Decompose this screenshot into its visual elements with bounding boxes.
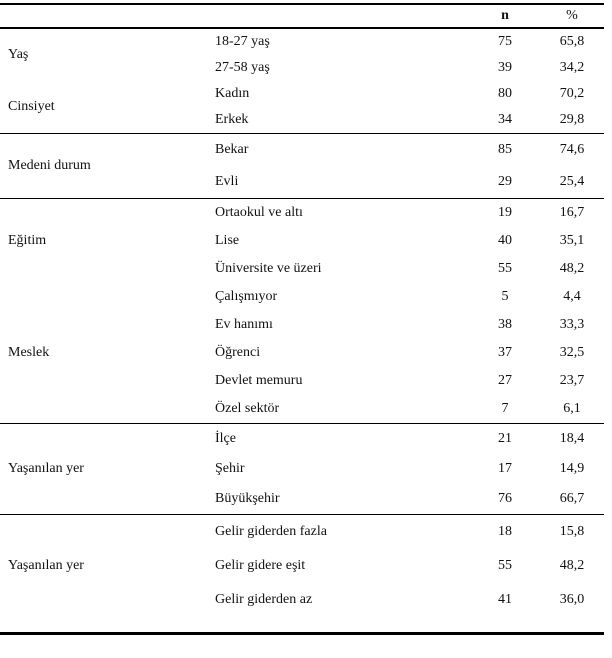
table-row: [207, 255, 604, 283]
row-label: Erkek: [215, 112, 249, 127]
row-n-value: 40: [498, 233, 512, 248]
category-label: Cinsiyet: [8, 99, 55, 114]
group-age: [0, 29, 604, 81]
category-label: Yaşanılan yer: [8, 558, 84, 573]
category-label: Yaşanılan yer: [8, 461, 84, 476]
group-rows: [207, 283, 604, 423]
row-percent-value: 25,4: [559, 174, 585, 189]
row-label: 27-58 yaş: [215, 60, 270, 75]
group-rows: [207, 134, 604, 198]
group-education: [0, 199, 604, 283]
row-label: Lise: [215, 233, 240, 248]
group-rows: [207, 515, 604, 617]
group-gender: [0, 81, 604, 133]
table-block-residence: [0, 424, 604, 515]
row-label: Öğrenci: [215, 345, 261, 360]
row-n-value: 27: [498, 373, 512, 388]
row-n-value: 5: [501, 289, 509, 304]
group-rows: [207, 29, 604, 81]
table-row: [207, 55, 604, 81]
table-row: [207, 134, 604, 166]
table-row: [207, 424, 604, 454]
row-percent-value: 48,2: [559, 261, 585, 276]
group-occupation: [0, 283, 604, 423]
row-percent-value: 35,1: [559, 233, 585, 248]
group-rows: [207, 81, 604, 133]
row-n-value: 29: [498, 174, 512, 189]
page: [0, 3, 612, 658]
table-row: [207, 29, 604, 55]
table-row: [207, 81, 604, 107]
category-label: Meslek: [8, 345, 50, 360]
row-label: Devlet memuru: [215, 373, 303, 388]
row-percent-value: 33,3: [559, 317, 585, 332]
group-marital: [0, 134, 604, 198]
table-row: [207, 107, 604, 133]
table-block-marital: [0, 134, 604, 199]
row-percent-value: 74,6: [559, 142, 585, 157]
row-percent-value: 66,7: [559, 491, 585, 506]
row-percent-value: 14,9: [559, 461, 585, 476]
group-rows: [207, 424, 604, 514]
table-row: [207, 515, 604, 549]
row-n-value: 21: [498, 431, 512, 446]
row-n-value: 39: [498, 60, 512, 75]
row-percent-value: 23,7: [559, 373, 585, 388]
table-header-row: [0, 5, 604, 29]
row-n-value: 55: [498, 261, 512, 276]
table-block-education-occupation: [0, 199, 604, 424]
category-label: Medeni durum: [8, 158, 91, 173]
row-label: Gelir gidere eşit: [215, 558, 306, 573]
row-n-value: 80: [498, 86, 512, 101]
row-n-value: 41: [498, 592, 512, 607]
row-label: Ortaokul ve altı: [215, 205, 303, 220]
row-label: 18-27 yaş: [215, 34, 270, 49]
row-label: Çalışmıyor: [215, 289, 278, 304]
table-row: [207, 227, 604, 255]
row-label: Üniversite ve üzeri: [215, 261, 322, 276]
row-n-value: 37: [498, 345, 512, 360]
row-label: Büyükşehir: [215, 491, 280, 506]
group-residence: [0, 424, 604, 514]
row-n-value: 18: [498, 524, 512, 539]
row-percent-value: 65,8: [559, 34, 585, 49]
row-n-value: 76: [498, 491, 512, 506]
table-row: [207, 166, 604, 198]
row-percent-value: 70,2: [559, 86, 585, 101]
table-row: [207, 454, 604, 484]
row-label: Evli: [215, 174, 239, 189]
group-rows: [207, 199, 604, 283]
row-label: Kadın: [215, 86, 250, 101]
row-label: Şehir: [215, 461, 245, 476]
row-percent-value: 32,5: [559, 345, 585, 360]
row-label: Gelir giderden fazla: [215, 524, 327, 539]
header-n: n: [501, 8, 509, 23]
row-percent-value: 16,7: [559, 205, 585, 220]
row-label: Özel sektör: [215, 401, 280, 416]
table-row: [207, 484, 604, 514]
row-label: Ev hanımı: [215, 317, 273, 332]
row-percent-value: 6,1: [563, 401, 581, 416]
category-label: Yaş: [8, 47, 29, 62]
row-percent-value: 48,2: [559, 558, 585, 573]
row-percent-value: 4,4: [563, 289, 581, 304]
table-block-income: [0, 515, 604, 635]
table-row: [207, 367, 604, 395]
row-n-value: 85: [498, 142, 512, 157]
row-percent-value: 34,2: [559, 60, 585, 75]
row-label: İlçe: [215, 431, 236, 446]
table-row: [207, 199, 604, 227]
table-block-age-gender: [0, 29, 604, 134]
header-percent: %: [566, 8, 578, 23]
row-n-value: 7: [501, 401, 509, 416]
row-label: Bekar: [215, 142, 249, 157]
group-income: [0, 515, 604, 617]
demographics-table: [0, 3, 604, 635]
table-row: [207, 583, 604, 617]
row-n-value: 55: [498, 558, 512, 573]
table-row: [207, 311, 604, 339]
row-n-value: 17: [498, 461, 512, 476]
table-row: [207, 283, 604, 311]
row-n-value: 75: [498, 34, 512, 49]
row-n-value: 19: [498, 205, 512, 220]
row-percent-value: 15,8: [559, 524, 585, 539]
row-percent-value: 29,8: [559, 112, 585, 127]
row-n-value: 34: [498, 112, 512, 127]
table-row: [207, 339, 604, 367]
row-percent-value: 18,4: [559, 431, 585, 446]
category-label: Eğitim: [8, 233, 47, 248]
table-row: [207, 549, 604, 583]
row-label: Gelir giderden az: [215, 592, 313, 607]
row-n-value: 38: [498, 317, 512, 332]
table-row: [207, 395, 604, 423]
row-percent-value: 36,0: [559, 592, 585, 607]
